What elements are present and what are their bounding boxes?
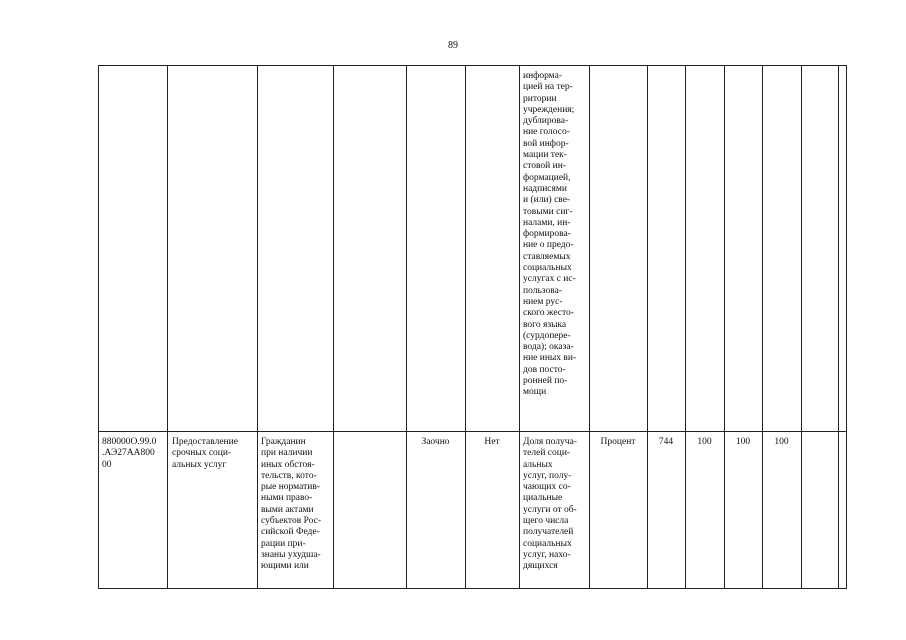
page-number: 89 (448, 40, 458, 51)
text-line: формацией, (523, 172, 571, 183)
text-line: дублирова- (523, 116, 569, 127)
text-line: телей соци- (523, 448, 571, 459)
row-separator (98, 431, 847, 432)
text-line: формирова- (523, 229, 571, 240)
code-line: 00 (102, 459, 112, 470)
column-border (465, 65, 466, 589)
column-border (589, 65, 590, 589)
row2-service-name (172, 437, 256, 471)
text-line: надписями (523, 183, 567, 194)
column-border (685, 65, 686, 589)
row2-okei-code: 744 (658, 437, 674, 447)
text-line: нием рус- (523, 296, 563, 307)
column-border (801, 65, 802, 589)
text-line: субъектов Рос- (261, 516, 321, 527)
text-line: пользова- (523, 285, 562, 296)
text-line: ставляемых (523, 251, 571, 262)
text-line: ние о предо- (523, 240, 574, 251)
text-line: информа- (523, 71, 563, 81)
column-border (519, 65, 520, 589)
text-line: рые норматив- (261, 482, 320, 493)
row2-recipient-category (261, 437, 331, 573)
text-line: стовой ин- (523, 161, 566, 172)
text-line: цией на тер- (523, 82, 573, 93)
text-line: рации при- (261, 538, 306, 549)
text-line: щего числа (523, 516, 569, 527)
row2-value-2: 100 (735, 437, 751, 447)
column-border (846, 65, 847, 589)
code-line: 880000О.99.0 (102, 437, 157, 447)
column-border (838, 65, 839, 589)
text-line: учреждения; (523, 104, 575, 115)
text-line: ющими или (261, 561, 309, 572)
text-line: ского жесто- (523, 308, 574, 319)
text-line: выми актами (261, 504, 314, 515)
code-line: .АЭ27АА800 (102, 448, 155, 459)
text-line: услуг, полу- (523, 470, 572, 481)
text-line: тельств, кото- (261, 470, 317, 481)
text-line: срочных соци- (172, 448, 232, 459)
text-line: ритории (523, 93, 557, 104)
text-line: мации тек- (523, 150, 567, 161)
text-line: Предоставление (172, 437, 238, 447)
text-line: ние голосо- (523, 127, 570, 138)
text-line: дов посто- (523, 364, 566, 375)
text-line: вой инфор- (523, 138, 569, 149)
text-line: альных услуг (172, 459, 227, 470)
column-border (167, 65, 168, 589)
text-line: вого языка (523, 319, 567, 330)
text-line: иных обстоя- (261, 459, 315, 470)
column-border (762, 65, 763, 589)
text-line: получателей (523, 527, 574, 538)
text-line: мощи (523, 387, 547, 398)
row2-flag: Нет (484, 437, 500, 447)
text-line: услуги от об- (523, 504, 577, 515)
row2-registry-code (102, 437, 166, 471)
column-border (98, 65, 99, 589)
text-line: дящихся (523, 561, 558, 572)
text-line: ными право- (261, 493, 313, 504)
text-line: социальных (523, 538, 572, 549)
column-border (333, 65, 334, 589)
row2-form: Заочно (421, 437, 450, 447)
text-line: ронней по- (523, 376, 568, 387)
text-line: и (или) све- (523, 195, 571, 206)
column-border (406, 65, 407, 589)
text-line: ние иных ви- (523, 353, 577, 364)
row2-indicator-text (523, 437, 586, 573)
text-line: (сурдопере- (523, 330, 571, 341)
row2-value-3: 100 (774, 437, 789, 447)
text-line: услугах с ис- (523, 274, 576, 285)
text-line: при наличии (261, 448, 313, 459)
text-line: альных (523, 459, 553, 470)
text-line: Гражданин (261, 437, 306, 447)
text-line: чающих со- (523, 482, 571, 493)
text-line: товыми сиг- (523, 206, 573, 217)
text-line: вода); оказа- (523, 342, 574, 353)
table-top-border (98, 65, 847, 66)
text-line: циальные (523, 493, 563, 504)
column-border (647, 65, 648, 589)
row2-value-1: 100 (697, 437, 712, 447)
text-line: налами, ин- (523, 217, 571, 228)
text-line: сийской Феде- (261, 527, 320, 538)
row1-indicator-text (523, 71, 586, 399)
column-border (724, 65, 725, 589)
column-border (257, 65, 258, 589)
row2-unit: Процент (600, 437, 636, 447)
text-line: Доля получа- (523, 437, 577, 447)
text-line: услуг, нахо- (523, 549, 571, 560)
table-bottom-border (98, 588, 847, 589)
text-line: социальных (523, 263, 572, 274)
text-line: знаны ухудша- (261, 549, 321, 560)
